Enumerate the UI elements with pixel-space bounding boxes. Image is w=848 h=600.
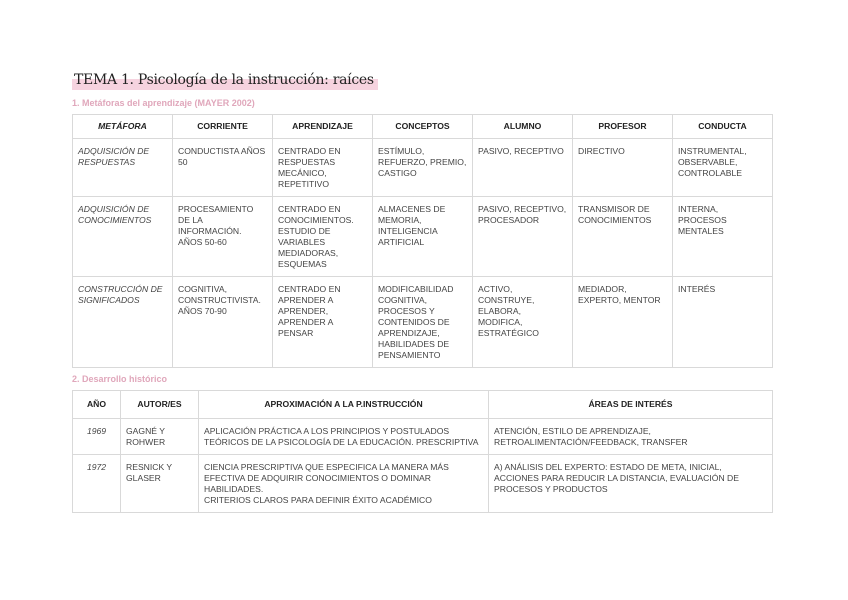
column-header: CONCEPTOS (373, 115, 473, 139)
table-cell: ACTIVO, CONSTRUYE, ELABORA, MODIFICA, ESTRATÉGICO (473, 277, 573, 368)
table-cell-approach (199, 455, 489, 513)
table-row (73, 197, 773, 277)
table-row (73, 455, 773, 513)
table-cell: ALMACENES DE MEMORIA, INTELIGENCIA ARTIFICIAL (373, 197, 473, 277)
column-header: APROXIMACIÓN A LA P.INSTRUCCIÓN (199, 391, 489, 419)
table-cell: INTERNA, PROCESOS MENTALES (673, 197, 773, 277)
table-cell-authors: GAGNÉ Y ROHWER (121, 419, 199, 455)
table-cell-areas: A) ANÁLISIS DEL EXPERTO: ESTADO DE META, INICIAL, ACCIONES PARA REDUCIR LA DISTANCIA, EVALUACIÓN DE PROCESOS Y PRODUCTOS (489, 455, 773, 513)
document-page (72, 70, 776, 513)
table-cell: CENTRADO EN RESPUESTAS MECÁNICO, REPETITIVO (273, 139, 373, 197)
approach-line: CRITERIOS CLAROS PARA DEFINIR ÉXITO ACADÉMICO (204, 495, 432, 505)
table-cell-year: 1972 (73, 455, 121, 513)
table-cell: DIRECTIVO (573, 139, 673, 197)
table-cell: INTERÉS (673, 277, 773, 368)
section-heading-history: 2. Desarrollo histórico (72, 374, 168, 384)
table-cell: CENTRADO EN APRENDER A APRENDER, APRENDER A PENSAR (273, 277, 373, 368)
table-cell: ADQUISICIÓN DE CONOCIMIENTOS (73, 197, 173, 277)
table-cell: ADQUISICIÓN DE RESPUESTAS (73, 139, 173, 197)
column-header: ÁREAS DE INTERÉS (489, 391, 773, 419)
table-row (73, 277, 773, 368)
table-cell: CONDUCTISTA AÑOS 50 (173, 139, 273, 197)
column-header: AUTOR/ES (121, 391, 199, 419)
table-cell: PASIVO, RECEPTIVO (473, 139, 573, 197)
table-row (73, 419, 773, 455)
table-cell: INSTRUMENTAL, OBSERVABLE, CONTROLABLE (673, 139, 773, 197)
metaphors-table (72, 114, 773, 368)
table-cell: MODIFICABILIDAD COGNITIVA, PROCESOS Y CONTENIDOS DE APRENDIZAJE, HABILIDADES DE PENSAMIENTO (373, 277, 473, 368)
table-cell: PASIVO, RECEPTIVO, PROCESADOR (473, 197, 573, 277)
table-cell: PROCESAMIENTO DE LA INFORMACIÓN. AÑOS 50-60 (173, 197, 273, 277)
section-heading-metaphors: 1. Metáforas del aprendizaje (MAYER 2002) (72, 98, 255, 108)
column-header: METÁFORA (73, 115, 173, 139)
column-header: AÑO (73, 391, 121, 419)
table-row (73, 139, 773, 197)
table-cell-year: 1969 (73, 419, 121, 455)
table-cell-authors: RESNICK Y GLASER (121, 455, 199, 513)
table-cell: ESTÍMULO, REFUERZO, PREMIO, CASTIGO (373, 139, 473, 197)
table-header-row (73, 391, 773, 419)
table-cell: TRANSMISOR DE CONOCIMIENTOS (573, 197, 673, 277)
table-cell: MEDIADOR, EXPERTO, MENTOR (573, 277, 673, 368)
table-cell: COGNITIVA, CONSTRUCTIVISTA. AÑOS 70-90 (173, 277, 273, 368)
approach-line: CIENCIA PRESCRIPTIVA QUE ESPECIFICA LA MANERA MÁS EFECTIVA DE ADQUIRIR CONOCIMIENTOS O DOMINAR HABILIDADES. (204, 462, 449, 494)
column-header: APRENDIZAJE (273, 115, 373, 139)
column-header: CORRIENTE (173, 115, 273, 139)
page-title: TEMA 1. Psicología de la instrucción: raíces (72, 70, 378, 90)
table-cell: CONSTRUCCIÓN DE SIGNIFICADOS (73, 277, 173, 368)
column-header: ALUMNO (473, 115, 573, 139)
column-header: PROFESOR (573, 115, 673, 139)
table-header-row (73, 115, 773, 139)
table-cell-approach: APLICACIÓN PRÁCTICA A LOS PRINCIPIOS Y POSTULADOS TEÓRICOS DE LA PSICOLOGÍA DE LA EDUCACIÓN. PRESCRIPTIVA (199, 419, 489, 455)
table-cell-areas: ATENCIÓN, ESTILO DE APRENDIZAJE, RETROALIMENTACIÓN/FEEDBACK, TRANSFER (489, 419, 773, 455)
history-table (72, 390, 773, 513)
column-header: CONDUCTA (673, 115, 773, 139)
table-cell: CENTRADO EN CONOCIMIENTOS. ESTUDIO DE VARIABLES MEDIADORAS, ESQUEMAS (273, 197, 373, 277)
